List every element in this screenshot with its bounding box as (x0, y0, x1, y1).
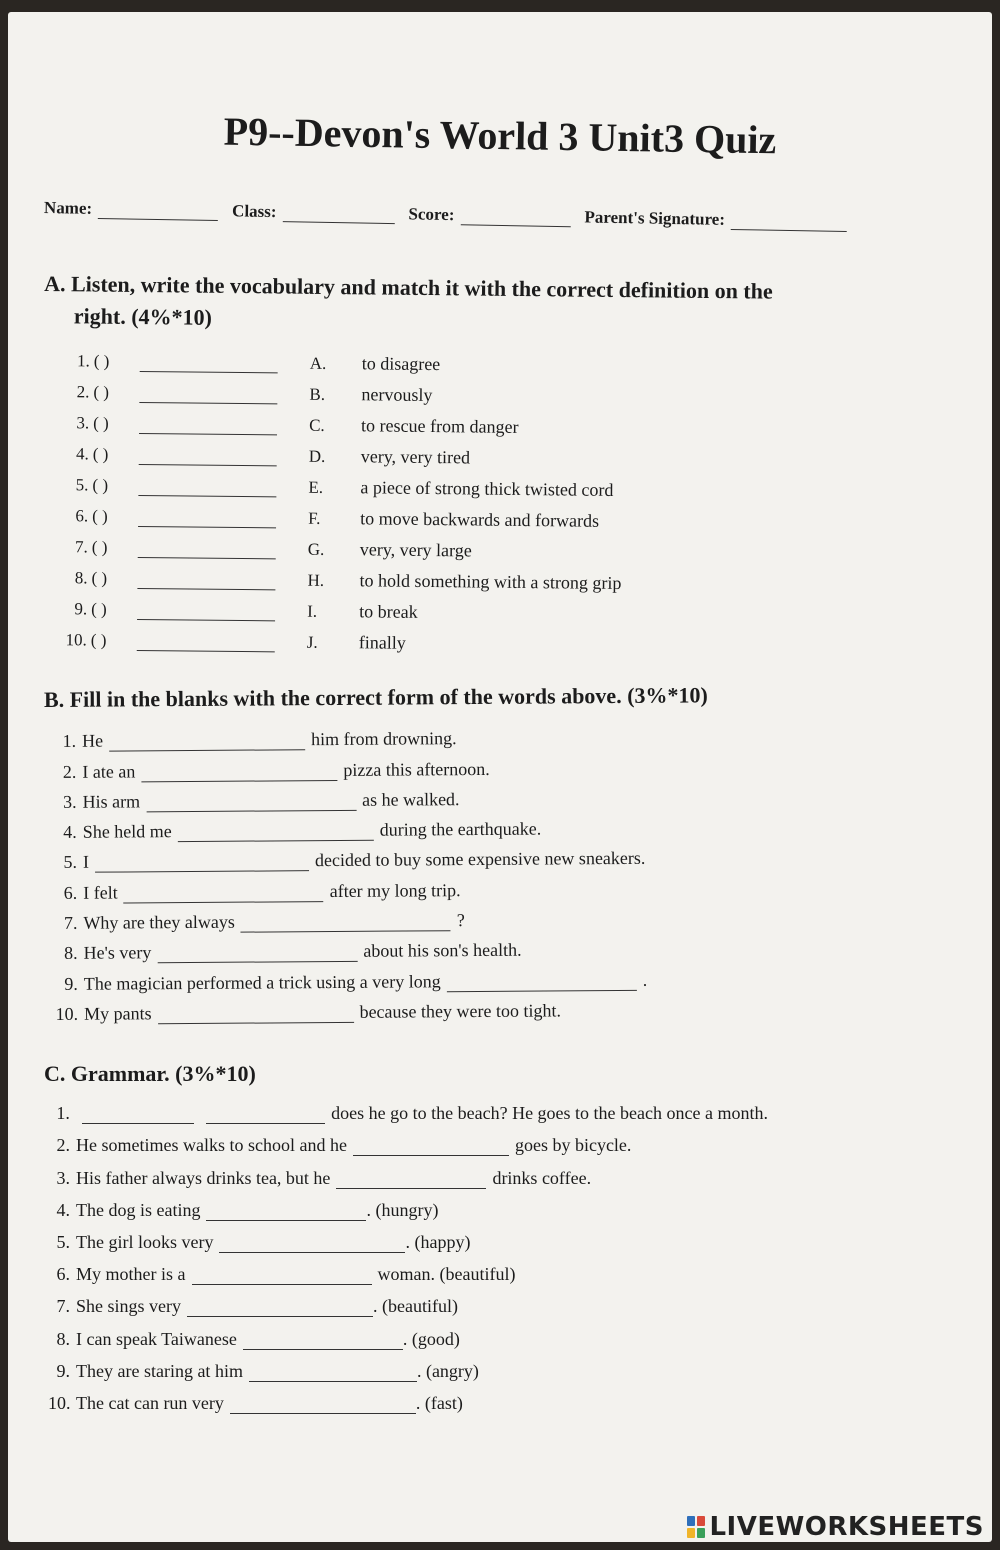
sentence-end: . (fast) (415, 1392, 463, 1413)
section-a-heading-line1: A. Listen, write the vocabulary and match it with the correct definition on the (44, 271, 773, 304)
row-number: 3. (56, 1167, 70, 1188)
definition-text: to move backwards and forwards (360, 508, 600, 531)
row-number: 4. (56, 1199, 70, 1220)
row-number: 10. (65, 630, 87, 650)
definition-letter: F. (308, 508, 321, 528)
answer-blank[interactable] (178, 827, 374, 842)
row-number: 10. (48, 1392, 71, 1413)
definition-text: very, very tired (360, 446, 471, 468)
sentence-start: His father always drinks tea, but he (76, 1167, 331, 1188)
grammar-row (48, 1189, 768, 1221)
definition-text: finally (358, 632, 406, 653)
sentence-end: . (hungry) (366, 1199, 439, 1220)
definition-letter: H. (307, 570, 325, 590)
section-a-heading (44, 268, 945, 341)
grammar-row (48, 1253, 768, 1285)
match-answer-slot[interactable]: ( ) (93, 413, 109, 433)
answer-blank[interactable] (336, 1175, 486, 1189)
sentence-end: woman. (beautiful) (377, 1264, 516, 1285)
sentence-start: I ate an (82, 760, 136, 782)
row-number: 1. (62, 731, 77, 752)
row-number: 4. (63, 821, 77, 843)
sentence-start: My mother is a (76, 1264, 186, 1285)
sentence-end: him from drowning. (311, 728, 457, 750)
sentence-end: . (angry) (416, 1360, 479, 1381)
row-number: 8. (56, 1328, 70, 1349)
row-number: 1. (56, 1103, 70, 1124)
row-number: 5. (56, 1231, 70, 1252)
row-number: 2. (76, 382, 90, 402)
liveworksheets-watermark (687, 1512, 984, 1542)
sentence-start: The girl looks very (76, 1231, 214, 1252)
sentence-end: goes by bicycle. (514, 1135, 632, 1156)
definition-letter: B. (309, 384, 326, 404)
class-label: Class: (231, 201, 277, 222)
vocab-blank[interactable] (140, 358, 278, 373)
answer-blank[interactable] (109, 737, 305, 752)
answer-blank[interactable] (206, 1207, 366, 1221)
sentence-start: He sometimes walks to school and he (76, 1135, 347, 1156)
row-number: 8. (64, 943, 78, 964)
sentence-end: about his son's health. (363, 940, 522, 962)
answer-blank[interactable] (192, 1271, 372, 1285)
sentence-end: decided to buy some expensive new sneakers. (314, 848, 646, 871)
class-field[interactable] (282, 208, 394, 224)
sentence-start: I can speak Taiwanese (76, 1328, 237, 1349)
sentence-start: The dog is eating (76, 1199, 201, 1220)
row-number: 4. (75, 444, 89, 464)
definition-letter: A. (309, 353, 327, 373)
row-number: 7. (63, 912, 78, 933)
page-title: P9--Devon's World 3 Unit3 Quiz (223, 108, 777, 163)
fill-blank-row (50, 989, 810, 1025)
sentence-start: My pants (83, 1003, 152, 1024)
grammar-row (48, 1221, 768, 1253)
answer-blank[interactable] (447, 977, 637, 992)
vocab-blank[interactable] (137, 575, 275, 590)
vocab-blank[interactable] (138, 482, 276, 497)
row-number: 3. (76, 413, 90, 433)
definition-letter: E. (308, 477, 324, 497)
answer-blank[interactable] (353, 1142, 509, 1156)
definition-text: to hold something with a strong grip (359, 570, 622, 594)
vocab-blank[interactable] (139, 451, 277, 466)
section-c-list (48, 1092, 768, 1414)
sentence-start: The cat can run very (76, 1392, 224, 1413)
answer-blank-second[interactable] (206, 1110, 326, 1124)
liveworksheets-logo-icon (687, 1516, 705, 1538)
row-number: 5. (63, 852, 78, 873)
row-number: 1. (76, 351, 90, 371)
grammar-row (48, 1382, 768, 1414)
row-number: 9. (64, 973, 78, 994)
answer-blank[interactable] (187, 1303, 373, 1317)
vocab-blank[interactable] (139, 389, 277, 404)
sentence-end: after my long trip. (329, 879, 461, 901)
sentence-end: . (beautiful) (373, 1296, 458, 1317)
answer-blank[interactable] (124, 888, 324, 903)
sentence-end: . (good) (402, 1328, 460, 1349)
answer-blank[interactable] (219, 1239, 405, 1253)
section-a-heading-line2: right. (4%*10) (73, 303, 213, 330)
grammar-row (48, 1350, 768, 1382)
sentence-start: His arm (82, 791, 141, 812)
row-number: 9. (74, 599, 88, 619)
definition-letter: G. (307, 539, 325, 559)
answer-blank[interactable] (141, 767, 337, 782)
sentence-end: . (happy) (405, 1231, 471, 1252)
row-number: 6. (75, 506, 89, 526)
answer-blank[interactable] (158, 1009, 354, 1024)
sentence-end: during the earthquake. (379, 818, 542, 840)
score-field[interactable] (460, 211, 570, 227)
definition-text: very, very large (359, 539, 472, 561)
sentence-end: ? (456, 910, 465, 931)
student-info-row (44, 198, 914, 233)
match-answer-slot[interactable]: ( ) (91, 568, 108, 588)
sentence-start: I felt (83, 882, 118, 903)
sentence-end: . (642, 969, 648, 990)
row-number: 7. (56, 1296, 70, 1317)
answer-blank[interactable] (82, 1110, 194, 1124)
section-c-heading: C. Grammar. (3%*10) (44, 1061, 256, 1086)
sentence-end: because they were too tight. (359, 1000, 562, 1022)
grammar-row (48, 1317, 768, 1349)
vocab-blank[interactable] (137, 606, 275, 621)
sentence-start: He (82, 730, 104, 752)
match-answer-slot[interactable]: ( ) (92, 444, 109, 464)
answer-blank[interactable] (230, 1400, 416, 1414)
section-a-list (45, 340, 748, 657)
match-answer-slot[interactable]: ( ) (92, 475, 109, 495)
row-number: 3. (62, 791, 77, 812)
match-answer-slot[interactable]: ( ) (92, 506, 108, 526)
definition-letter: C. (309, 415, 325, 435)
sentence-start: Why are they always (83, 911, 235, 933)
row-number: 7. (74, 537, 88, 557)
match-answer-slot[interactable]: ( ) (91, 599, 107, 619)
section-b-heading: B. Fill in the blanks with the correct form of the words above. (3%*10) (43, 682, 708, 712)
vocab-blank[interactable] (137, 637, 275, 652)
definition-text: a piece of strong thick twisted cord (360, 477, 614, 500)
grammar-row (48, 1124, 768, 1156)
signature-field[interactable] (731, 216, 847, 232)
sentence-end: pizza this afternoon. (343, 758, 490, 780)
row-number: 2. (56, 1135, 70, 1156)
definition-text: to disagree (361, 353, 441, 375)
signature-label: Parent's Signature: (584, 207, 726, 229)
definition-text: nervously (361, 384, 433, 406)
score-label: Score: (408, 204, 455, 225)
sentence-start: The magician performed a trick using a very long (83, 970, 441, 994)
row-number: 8. (74, 568, 88, 588)
match-answer-slot[interactable]: ( ) (90, 630, 107, 650)
section-b-list (48, 717, 810, 1025)
row-number: 5. (75, 475, 89, 495)
row-number: 10. (55, 1003, 79, 1024)
sentence-end: as he walked. (361, 789, 460, 810)
row-number: 6. (63, 882, 78, 903)
sentence-start: She sings very (76, 1296, 181, 1317)
grammar-row (48, 1156, 768, 1188)
row-number: 2. (62, 761, 77, 782)
vocab-row (45, 619, 745, 657)
name-field[interactable] (98, 205, 218, 221)
sentence-start: He's very (83, 942, 152, 964)
vocab-blank[interactable] (139, 420, 277, 435)
match-answer-slot[interactable]: ( ) (93, 351, 110, 371)
watermark-text: LIVEWORKSHEETS (709, 1512, 984, 1542)
answer-blank[interactable] (157, 948, 357, 963)
answer-blank[interactable] (146, 797, 356, 812)
worksheet-page (8, 12, 992, 1542)
name-label: Name: (43, 198, 93, 218)
grammar-row (48, 1285, 768, 1317)
match-answer-slot[interactable]: ( ) (91, 537, 108, 557)
grammar-row (48, 1092, 768, 1124)
sentence-end: drinks coffee. (492, 1167, 592, 1188)
answer-blank[interactable] (95, 858, 309, 873)
answer-blank[interactable] (241, 917, 451, 932)
definition-text: to rescue from danger (361, 415, 519, 437)
row-number: 6. (56, 1264, 70, 1285)
match-answer-slot[interactable]: ( ) (93, 382, 110, 402)
vocab-blank[interactable] (138, 513, 276, 528)
definition-letter: J. (306, 632, 318, 652)
definition-text: to break (359, 601, 418, 622)
vocab-blank[interactable] (138, 544, 276, 559)
sentence-start: She held me (82, 821, 172, 842)
row-number: 9. (56, 1360, 70, 1381)
sentence-end: does he go to the beach? He goes to the beach once a month. (331, 1103, 768, 1124)
sentence-start: They are staring at him (76, 1360, 243, 1381)
answer-blank[interactable] (243, 1336, 403, 1350)
definition-letter: D. (308, 446, 326, 466)
answer-blank[interactable] (249, 1368, 417, 1382)
definition-letter: I. (307, 601, 318, 621)
sentence-start: I (82, 852, 90, 873)
